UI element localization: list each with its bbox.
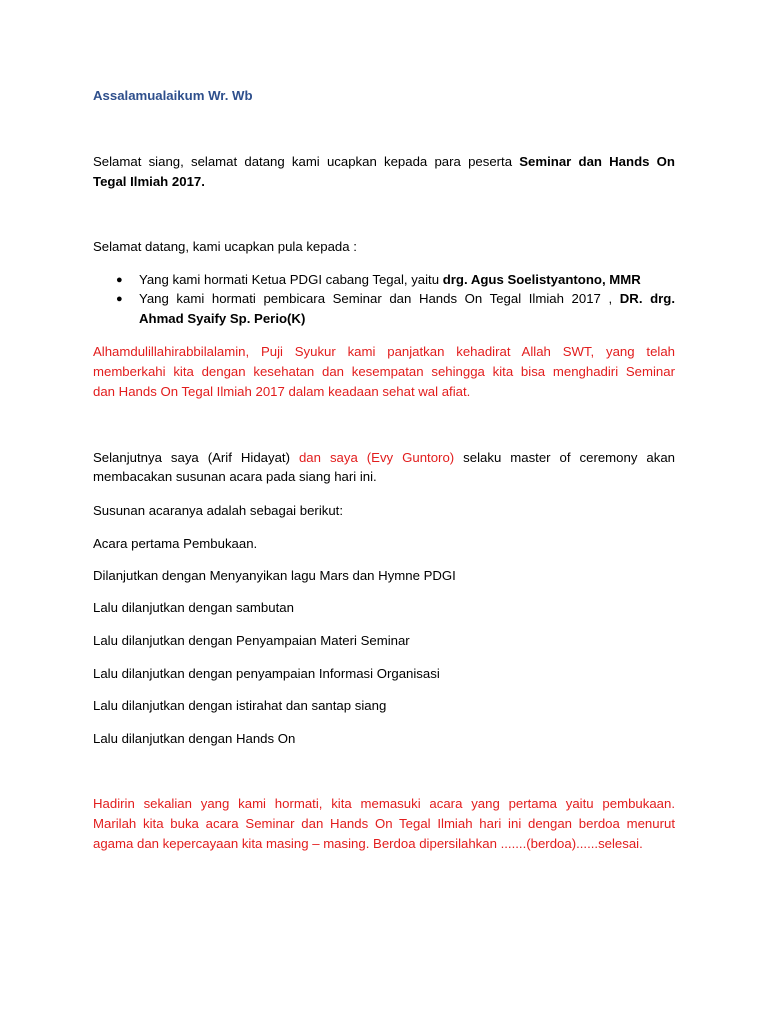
greeting-heading: Assalamualaikum Wr. Wb	[93, 88, 253, 103]
bullet-item-2-line-2: Ahmad Syaify Sp. Perio(K)	[139, 311, 306, 326]
welcome-paragraph-line-1	[93, 153, 675, 171]
welcome-text: Selamat siang, selamat datang kami ucapkan kepada para peserta	[93, 154, 520, 169]
gratitude-line-1: Alhamdulillahirabbilalamin, Puji Syukur kami panjatkan kehadirat Allah SWT, yang telah	[93, 344, 675, 359]
agenda-item: Lalu dilanjutkan dengan Hands On	[93, 731, 296, 746]
agenda-item: Lalu dilanjutkan dengan istirahat dan santap siang	[93, 698, 387, 713]
agenda-item: Acara pertama Pembukaan.	[93, 536, 258, 551]
mc-co-host: dan saya (Evy Guntoro)	[298, 450, 455, 465]
agenda-item: Dilanjutkan dengan Menyanyikan lagu Mars dan Hymne PDGI	[93, 568, 456, 583]
bullet-item-2-line-1	[139, 290, 675, 308]
bullet-item-1	[139, 271, 675, 289]
mc-intro-text-b: selaku master of ceremony akan	[454, 450, 675, 465]
agenda-item: Lalu dilanjutkan dengan penyampaian Informasi Organisasi	[93, 666, 440, 681]
agenda-item: Lalu dilanjutkan dengan sambutan	[93, 600, 294, 615]
bullet-item-1-text: Yang kami hormati Ketua PDGI cabang Tegal, yaitu	[139, 272, 443, 287]
agenda-item: Lalu dilanjutkan dengan Penyampaian Materi Seminar	[93, 633, 410, 648]
closing-line-3: agama dan kepercayaan kita masing – masing. Berdoa dipersilahkan .......(berdoa)......selesai.	[93, 836, 643, 851]
bullet-item-2-title: DR. drg.	[619, 291, 675, 306]
welcome-also-text: Selamat datang, kami ucapkan pula kepada :	[93, 239, 357, 254]
bullet-item-2-text: Yang kami hormati pembicara Seminar dan Hands On Tegal Ilmiah 2017 ,	[139, 291, 620, 306]
bullet-item-1-name: drg. Agus Soelistyantono, MMR	[442, 272, 641, 287]
closing-line-2: Marilah kita buka acara Seminar dan Hands On Tegal Ilmiah hari ini dengan berdoa menurut	[93, 816, 675, 831]
gratitude-line-3: dan Hands On Tegal Ilmiah 2017 dalam keadaan sehat wal afiat.	[93, 384, 471, 399]
gratitude-line-2: memberkahi kita dengan kesehatan dan kesempatan sehingga kita bisa menghadiri Seminar	[93, 364, 675, 379]
mc-intro-text-a: Selanjutnya saya (Arif Hidayat)	[93, 450, 299, 465]
closing-line-1: Hadirin sekalian yang kami hormati, kita memasuki acara yang pertama yaitu pembukaan.	[93, 796, 675, 811]
bullet-dot-icon: ●	[116, 293, 123, 305]
mc-intro-line-2: membacakan susunan acara pada siang hari ini.	[93, 469, 377, 484]
mc-intro-line-1	[93, 449, 675, 467]
welcome-paragraph-line-2: Tegal Ilmiah 2017.	[93, 174, 205, 189]
agenda-intro: Susunan acaranya adalah sebagai berikut:	[93, 503, 344, 518]
bullet-dot-icon: ●	[116, 274, 123, 286]
event-name: Seminar dan Hands On	[519, 154, 675, 169]
